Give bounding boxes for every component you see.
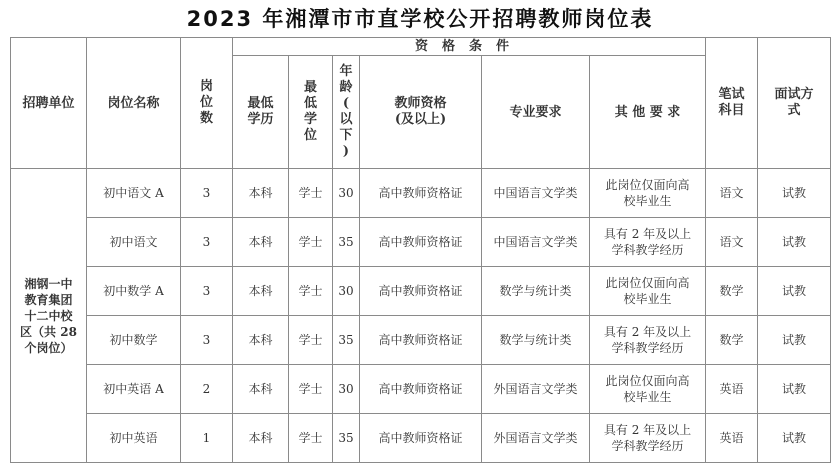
cell-certificate: 高中教师资格证 xyxy=(360,316,482,365)
cell-degree: 学士 xyxy=(289,316,333,365)
cell-other: 此岗位仅面向高 校毕业生 xyxy=(590,267,706,316)
cell-exam: 数学 xyxy=(706,316,758,365)
cell-age: 35 xyxy=(333,316,360,365)
cell-position: 初中语文 A xyxy=(87,169,181,218)
cell-exam: 数学 xyxy=(706,267,758,316)
header-min-degree: 最 低 学 位 xyxy=(289,56,333,169)
cell-count: 1 xyxy=(181,414,233,463)
table-row xyxy=(11,169,831,218)
header-age: 年 龄 ( 以 下 ) xyxy=(333,56,360,169)
cell-interview: 试教 xyxy=(758,218,831,267)
header-position: 岗位名称 xyxy=(87,38,181,169)
header-other-requirements: 其 他 要 求 xyxy=(590,56,706,169)
cell-exam: 英语 xyxy=(706,365,758,414)
table-row xyxy=(11,414,831,463)
cell-major: 数学与统计类 xyxy=(482,267,590,316)
header-count: 岗 位 数 xyxy=(181,38,233,169)
header-major: 专业要求 xyxy=(482,56,590,169)
table-row xyxy=(11,365,831,414)
cell-age: 30 xyxy=(333,169,360,218)
table-row xyxy=(11,267,831,316)
cell-interview: 试教 xyxy=(758,365,831,414)
cell-education: 本科 xyxy=(233,414,289,463)
cell-position: 初中英语 xyxy=(87,414,181,463)
cell-degree: 学士 xyxy=(289,365,333,414)
cell-degree: 学士 xyxy=(289,267,333,316)
table-row xyxy=(11,316,831,365)
cell-exam: 语文 xyxy=(706,169,758,218)
cell-certificate: 高中教师资格证 xyxy=(360,169,482,218)
cell-education: 本科 xyxy=(233,218,289,267)
cell-interview: 试教 xyxy=(758,267,831,316)
cell-major: 中国语言文学类 xyxy=(482,169,590,218)
cell-degree: 学士 xyxy=(289,169,333,218)
header-interview: 面试方 式 xyxy=(758,38,831,169)
cell-other: 此岗位仅面向高 校毕业生 xyxy=(590,365,706,414)
header-qualification-group: 资格条件 xyxy=(233,38,706,56)
cell-count: 3 xyxy=(181,218,233,267)
cell-certificate: 高中教师资格证 xyxy=(360,267,482,316)
cell-interview: 试教 xyxy=(758,414,831,463)
cell-exam: 英语 xyxy=(706,414,758,463)
cell-education: 本科 xyxy=(233,365,289,414)
cell-count: 3 xyxy=(181,316,233,365)
cell-education: 本科 xyxy=(233,316,289,365)
cell-education: 本科 xyxy=(233,267,289,316)
cell-position: 初中数学 A xyxy=(87,267,181,316)
header-unit: 招聘单位 xyxy=(11,38,87,169)
cell-degree: 学士 xyxy=(289,218,333,267)
cell-exam: 语文 xyxy=(706,218,758,267)
cell-interview: 试教 xyxy=(758,169,831,218)
cell-major: 中国语言文学类 xyxy=(482,218,590,267)
header-exam-subject: 笔试 科目 xyxy=(706,38,758,169)
cell-certificate: 高中教师资格证 xyxy=(360,365,482,414)
recruiting-unit: 湘钢一中 教育集团 十二中校 区（共 28 个岗位） xyxy=(11,169,87,463)
cell-other: 具有 2 年及以上 学科教学经历 xyxy=(590,414,706,463)
cell-other: 具有 2 年及以上 学科教学经历 xyxy=(590,218,706,267)
cell-other: 具有 2 年及以上 学科教学经历 xyxy=(590,316,706,365)
cell-count: 3 xyxy=(181,267,233,316)
cell-interview: 试教 xyxy=(758,316,831,365)
page-title: 2023 年湘潭市市直学校公开招聘教师岗位表 xyxy=(186,7,654,31)
table-row xyxy=(11,218,831,267)
cell-position: 初中数学 xyxy=(87,316,181,365)
cell-count: 2 xyxy=(181,365,233,414)
cell-position: 初中语文 xyxy=(87,218,181,267)
cell-position: 初中英语 A xyxy=(87,365,181,414)
header-teacher-certificate: 教师资格 (及以上) xyxy=(360,56,482,169)
cell-age: 35 xyxy=(333,414,360,463)
cell-age: 30 xyxy=(333,365,360,414)
cell-certificate: 高中教师资格证 xyxy=(360,218,482,267)
cell-education: 本科 xyxy=(233,169,289,218)
cell-major: 外国语言文学类 xyxy=(482,414,590,463)
cell-age: 30 xyxy=(333,267,360,316)
header-row-1 xyxy=(11,38,831,56)
cell-major: 数学与统计类 xyxy=(482,316,590,365)
recruitment-table xyxy=(10,37,831,463)
cell-count: 3 xyxy=(181,169,233,218)
cell-other: 此岗位仅面向高 校毕业生 xyxy=(590,169,706,218)
cell-degree: 学士 xyxy=(289,414,333,463)
cell-age: 35 xyxy=(333,218,360,267)
header-min-education: 最低 学历 xyxy=(233,56,289,169)
cell-certificate: 高中教师资格证 xyxy=(360,414,482,463)
cell-major: 外国语言文学类 xyxy=(482,365,590,414)
